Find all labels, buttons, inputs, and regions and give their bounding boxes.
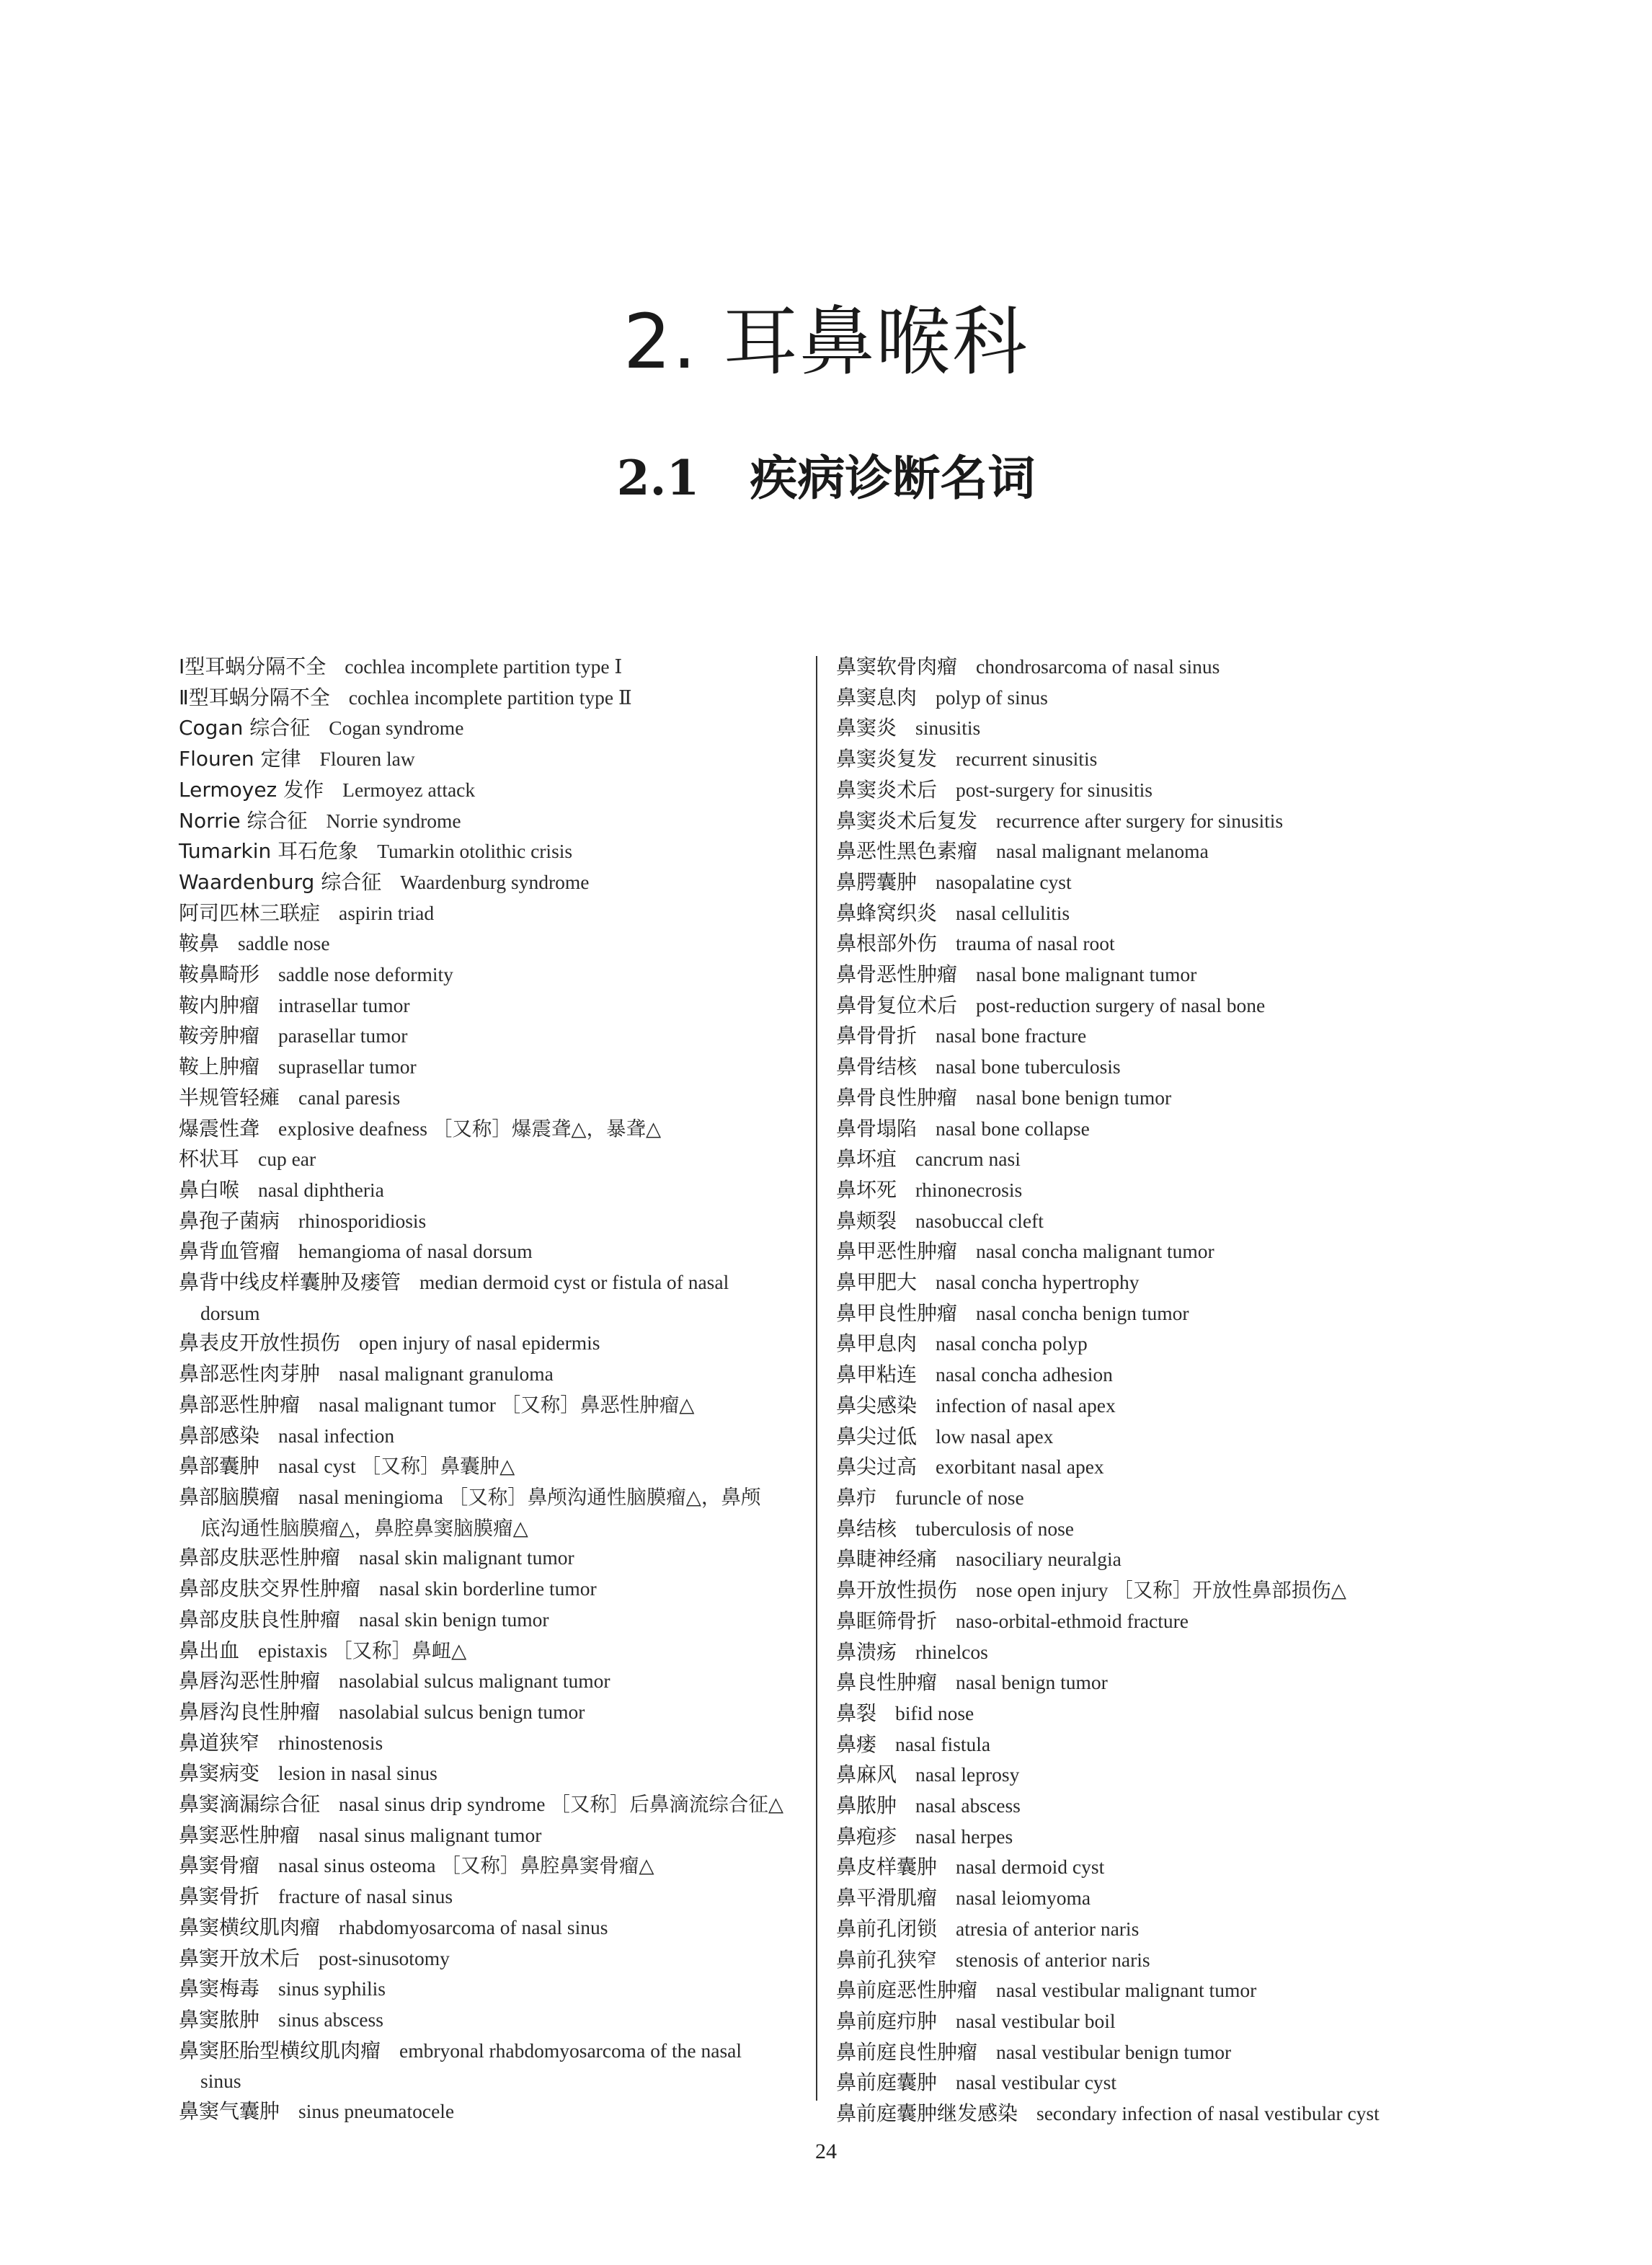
term-chinese: 鼻甲肥大 — [836, 1270, 918, 1295]
term-english: sinusitis — [915, 717, 981, 740]
term-chinese: 鼻窦病变 — [179, 1761, 260, 1786]
term-english: infection of nasal apex — [936, 1393, 1116, 1417]
term-chinese: 鼻部恶性肉芽肿 — [179, 1362, 321, 1386]
term-chinese: 鼻前庭囊肿 — [836, 2070, 938, 2095]
term-english: naso-orbital-ethmoid fracture — [956, 1609, 1189, 1632]
term-chinese: 鼻皮样囊肿 — [836, 1855, 938, 1879]
term-entry — [836, 928, 1463, 959]
term-english: sinus abscess — [278, 2008, 383, 2031]
term-entry — [179, 1175, 800, 1206]
term-chinese: 鼻前孔狭窄 — [836, 1947, 938, 1972]
term-chinese: 鼻窦骨瘤 — [179, 1853, 260, 1878]
term-chinese: 鼻尖过低 — [836, 1424, 918, 1448]
term-english: rhinosporidiosis — [298, 1209, 427, 1232]
term-entry — [179, 744, 800, 775]
term-english: post-sinusotomy — [319, 1946, 450, 1969]
term-chinese: 鼻良性肿瘤 — [836, 1670, 938, 1695]
term-chinese: 鼻窦胚胎型横纹肌肉瘤 — [179, 2038, 381, 2062]
term-english: nasal concha malignant tumor — [976, 1240, 1214, 1263]
term-entry — [836, 2006, 1463, 2037]
term-english: sinus pneumatocele — [298, 2100, 455, 2123]
term-chinese: Lermoyez 发作 — [179, 777, 324, 802]
term-chinese: 鼻唇沟恶性肿瘤 — [179, 1669, 321, 1693]
term-entry — [836, 1760, 1463, 1791]
term-entry — [836, 652, 1463, 683]
term-chinese: 鼻开放性损伤 — [836, 1578, 958, 1603]
term-entry — [179, 713, 800, 744]
term-entry — [179, 1144, 800, 1175]
term-entry — [836, 1637, 1463, 1668]
term-chinese: 鼻前庭良性肿瘤 — [836, 2039, 978, 2064]
term-english: polyp of sinus — [936, 686, 1048, 709]
term-entry — [179, 1943, 800, 1974]
term-chinese: 鼻恶性黑色素瘤 — [836, 839, 978, 864]
term-entry — [179, 1574, 800, 1605]
section-number: 2.1 — [616, 450, 700, 506]
term-english: intrasellar tumor — [278, 993, 410, 1016]
term-chinese: Tumarkin 耳石危象 — [179, 839, 359, 864]
term-chinese: 鼻窦炎 — [836, 716, 897, 740]
term-chinese: 鼻窦梅毒 — [179, 1977, 260, 2001]
term-entry — [179, 1236, 800, 1267]
term-english: nasociliary neuralgia — [956, 1548, 1122, 1571]
term-chinese: 鼻窦气囊肿 — [179, 2099, 280, 2124]
term-chinese: 鼻疱疹 — [836, 1824, 897, 1848]
term-entry — [836, 1791, 1463, 1822]
term-entry — [836, 744, 1463, 775]
term-chinese: 鼻窦脓肿 — [179, 2007, 260, 2031]
term-english: nasal malignant tumor ［又称］鼻恶性肿瘤△ — [319, 1393, 695, 1416]
term-entry — [836, 1021, 1463, 1052]
term-english: nasal fistula — [895, 1732, 991, 1755]
term-entry — [836, 2098, 1463, 2129]
term-english: nasal concha hypertrophy — [936, 1271, 1140, 1294]
term-chinese: 鼻窦恶性肿瘤 — [179, 1822, 301, 1847]
term-english: nasal vestibular malignant tumor — [996, 1979, 1257, 2002]
term-english: recurrent sinusitis — [956, 748, 1098, 771]
term-entry — [836, 1144, 1463, 1175]
term-english: nasal concha adhesion — [936, 1363, 1113, 1386]
term-english: post-reduction surgery of nasal bone — [976, 993, 1266, 1016]
term-english: furuncle of nose — [895, 1486, 1024, 1509]
term-chinese: 鼻骨恶性肿瘤 — [836, 962, 958, 987]
term-english: nasal dermoid cyst — [956, 1856, 1105, 1879]
term-chinese: 鼻窦炎术后复发 — [836, 808, 978, 833]
term-entry — [836, 1698, 1463, 1729]
term-english: nasal skin borderline tumor — [379, 1577, 597, 1600]
term-english: aspirin triad — [339, 901, 435, 924]
term-chinese: 鼻部皮肤恶性肿瘤 — [179, 1546, 341, 1570]
term-chinese: 鼻睫神经痛 — [836, 1547, 938, 1572]
term-entry — [179, 1974, 800, 2005]
term-chinese: 鼻道狭窄 — [179, 1730, 260, 1755]
term-english: sinus syphilis — [278, 1977, 386, 2000]
term-chinese: Cogan 综合征 — [179, 716, 311, 740]
term-english: Norrie syndrome — [326, 809, 461, 832]
term-entry — [836, 1575, 1463, 1606]
term-english: cochlea incomplete partition type Ⅰ — [345, 655, 623, 678]
term-english: nasal bone malignant tumor — [976, 963, 1197, 986]
term-entry — [179, 1114, 800, 1145]
term-chinese: 鞍旁肿瘤 — [179, 1024, 260, 1048]
term-english: canal paresis — [298, 1086, 401, 1109]
term-entry — [179, 775, 800, 806]
term-chinese: Ⅰ型耳蜗分隔不全 — [179, 655, 327, 678]
term-english: recurrence after surgery for sinusitis — [996, 809, 1284, 832]
term-english: cup ear — [258, 1148, 316, 1171]
term-chinese: 鼻部感染 — [179, 1423, 260, 1448]
term-english: nasal bone tuberculosis — [936, 1055, 1121, 1078]
term-entry — [179, 1021, 800, 1052]
term-entry — [179, 683, 800, 714]
term-entry — [836, 713, 1463, 744]
term-chinese: 鼻窦软骨肉瘤 — [836, 655, 958, 678]
term-entry — [836, 1544, 1463, 1575]
term-chinese: 鼻甲粘连 — [836, 1362, 918, 1387]
term-entry — [836, 1422, 1463, 1453]
term-chinese: Flouren 定律 — [179, 747, 301, 771]
term-entry — [836, 1298, 1463, 1329]
term-english: nasal sinus drip syndrome ［又称］后鼻滴流综合征△ — [339, 1793, 783, 1816]
term-entry — [179, 990, 800, 1021]
term-chinese: 鼻眶筛骨折 — [836, 1608, 938, 1633]
term-english: rhinelcos — [915, 1640, 988, 1663]
term-english: stenosis of anterior naris — [956, 1948, 1150, 1971]
term-english: nasal meningioma ［又称］鼻颅沟通性脑膜瘤△，鼻颅 — [298, 1485, 761, 1508]
term-english: nasal herpes — [915, 1825, 1013, 1848]
term-entry — [179, 1728, 800, 1759]
term-entry — [179, 1543, 800, 1574]
term-chinese: 鼻腭囊肿 — [836, 869, 918, 894]
term-english: nasobuccal cleft — [915, 1209, 1044, 1232]
term-chinese: 鼻骨复位术后 — [836, 993, 958, 1017]
term-english: nasal diphtheria — [258, 1178, 384, 1201]
term-entry — [179, 1850, 800, 1881]
term-english: nose open injury ［又称］开放性鼻部损伤△ — [976, 1579, 1346, 1602]
term-entry — [836, 1945, 1463, 1976]
term-entry — [179, 1328, 800, 1359]
term-english: Flouren law — [319, 748, 415, 771]
term-english: rhinostenosis — [278, 1731, 383, 1754]
term-entry — [179, 1636, 800, 1667]
term-chinese: 鼻窦开放术后 — [179, 1946, 301, 1970]
term-chinese: Norrie 综合征 — [179, 808, 308, 833]
term-entry — [179, 2036, 800, 2096]
term-chinese: 鼻出血 — [179, 1638, 240, 1662]
term-entry — [179, 959, 800, 990]
term-chinese: 鼻背中线皮样囊肿及瘘管 — [179, 1270, 401, 1295]
term-entry — [179, 1267, 800, 1328]
term-entry — [836, 1514, 1463, 1545]
term-entry — [179, 1881, 800, 1912]
term-chinese: 鼻部囊肿 — [179, 1454, 260, 1479]
term-english: nasal vestibular cyst — [956, 2071, 1117, 2094]
term-english: secondary infection of nasal vestibular cyst — [1036, 2102, 1380, 2125]
term-entry — [836, 1391, 1463, 1422]
term-entry — [836, 1822, 1463, 1853]
term-chinese: 鼻唇沟良性肿瘤 — [179, 1699, 321, 1724]
term-chinese: 鼻部皮肤良性肿瘤 — [179, 1607, 341, 1631]
term-continuation: 底沟通性脑膜瘤△，鼻腔鼻窦脑膜瘤△ — [200, 1516, 528, 1539]
chapter-title: 2. 耳鼻喉科 — [623, 298, 1029, 386]
term-english: chondrosarcoma of nasal sinus — [976, 655, 1220, 678]
term-english: nasal malignant granuloma — [339, 1362, 554, 1386]
term-english: post-surgery for sinusitis — [956, 778, 1153, 801]
term-entry — [836, 1483, 1463, 1514]
term-chinese: 鼻前庭恶性肿瘤 — [836, 1978, 978, 2003]
term-entry — [836, 1914, 1463, 1945]
term-english: nasolabial sulcus benign tumor — [339, 1700, 585, 1723]
term-chinese: 鼻骨良性肿瘤 — [836, 1085, 958, 1109]
term-english: Lermoyez attack — [342, 778, 476, 801]
term-english: nasal bone fracture — [936, 1024, 1087, 1047]
term-english: bifid nose — [895, 1701, 974, 1724]
term-entry — [836, 1052, 1463, 1083]
term-entry — [836, 2037, 1463, 2068]
term-chinese: 爆震性聋 — [179, 1116, 260, 1140]
term-chinese: 鞍鼻畸形 — [179, 962, 260, 987]
term-chinese: 鼻窦炎复发 — [836, 747, 938, 771]
term-entry — [179, 1912, 800, 1943]
term-english: Cogan syndrome — [329, 717, 464, 740]
term-entry — [836, 2067, 1463, 2098]
term-entry — [836, 1329, 1463, 1360]
term-chinese: 阿司匹林三联症 — [179, 900, 321, 925]
term-chinese: 鼻尖过高 — [836, 1455, 918, 1479]
term-english: nasal vestibular boil — [956, 2009, 1116, 2032]
left-column — [179, 652, 800, 2127]
term-english: embryonal rhabdomyosarcoma of the nasal — [399, 2039, 742, 2062]
term-entry — [836, 836, 1463, 867]
term-entry — [179, 836, 800, 867]
term-entry — [179, 2096, 800, 2127]
term-english: suprasellar tumor — [278, 1055, 417, 1078]
term-english: explosive deafness ［又称］爆震聋△，暴聋△ — [278, 1117, 662, 1140]
term-chinese: 鼻疖 — [836, 1485, 877, 1510]
term-entry — [836, 1729, 1463, 1760]
term-english: nasolabial sulcus malignant tumor — [339, 1670, 610, 1693]
column-divider — [816, 656, 817, 2101]
term-english: atresia of anterior naris — [956, 1917, 1140, 1940]
term-chinese: 鼻脓肿 — [836, 1794, 897, 1818]
term-english: nasal abscess — [915, 1794, 1021, 1817]
term-chinese: 鼻坏死 — [836, 1177, 897, 1202]
term-entry — [179, 1482, 800, 1543]
term-chinese: 鼻坏疽 — [836, 1147, 897, 1171]
term-english: nasal benign tumor — [956, 1671, 1108, 1694]
term-entry — [836, 1236, 1463, 1267]
term-chinese: 鼻前孔闭锁 — [836, 1916, 938, 1941]
term-chinese: 鼻窦息肉 — [836, 685, 918, 709]
term-continuation: sinus — [200, 2070, 241, 2093]
term-entry — [836, 1883, 1463, 1914]
term-english: nasal infection — [278, 1424, 395, 1447]
term-chinese: 鼻骨结核 — [836, 1055, 918, 1079]
term-english: trauma of nasal root — [956, 932, 1115, 955]
term-entry — [836, 1975, 1463, 2006]
term-chinese: 鼻前庭囊肿继发感染 — [836, 2101, 1018, 2126]
term-chinese: 鼻甲恶性肿瘤 — [836, 1239, 958, 1264]
term-entry — [179, 1083, 800, 1114]
term-english: nasal skin benign tumor — [359, 1608, 549, 1631]
section-title: 疾病诊断名词 — [750, 450, 1036, 506]
term-english: median dermoid cyst or fistula of nasal — [419, 1271, 729, 1294]
term-entry — [179, 806, 800, 837]
term-english: Tumarkin otolithic crisis — [377, 840, 573, 863]
term-chinese: 鼻窦横纹肌肉瘤 — [179, 1915, 321, 1939]
term-entry — [836, 1360, 1463, 1391]
term-english: rhabdomyosarcoma of nasal sinus — [339, 1915, 608, 1938]
term-english: exorbitant nasal apex — [936, 1455, 1104, 1479]
term-english: epistaxis ［又称］鼻衄△ — [258, 1639, 467, 1662]
term-chinese: 鼻结核 — [836, 1516, 897, 1541]
term-entry — [836, 959, 1463, 990]
term-english: cochlea incomplete partition type Ⅱ — [348, 686, 632, 709]
term-chinese: 鼻窦滴漏综合征 — [179, 1792, 321, 1817]
term-chinese: 鞍上肿瘤 — [179, 1055, 260, 1079]
term-entry — [836, 683, 1463, 714]
term-english: rhinonecrosis — [915, 1178, 1023, 1201]
term-chinese: 鞍鼻 — [179, 931, 220, 956]
term-chinese: 鼻表皮开放性损伤 — [179, 1331, 341, 1355]
term-chinese: 鼻尖感染 — [836, 1393, 918, 1417]
term-chinese: 半规管轻瘫 — [179, 1085, 280, 1109]
term-chinese: 鼻骨塌陷 — [836, 1116, 918, 1140]
term-english: cancrum nasi — [915, 1148, 1021, 1171]
term-english: nasal skin malignant tumor — [359, 1546, 574, 1569]
term-entry — [836, 1206, 1463, 1237]
term-entry — [179, 1451, 800, 1482]
term-entry — [836, 1852, 1463, 1883]
term-english: nasal concha polyp — [936, 1332, 1088, 1355]
term-chinese: 鼻瘘 — [836, 1732, 877, 1756]
term-chinese: Ⅱ型耳蜗分隔不全 — [179, 685, 330, 709]
term-english: open injury of nasal epidermis — [359, 1331, 600, 1355]
term-english: nasal leprosy — [915, 1763, 1020, 1786]
term-entry — [836, 775, 1463, 806]
term-entry — [179, 1789, 800, 1820]
term-entry — [836, 990, 1463, 1021]
term-chinese: 鼻部脑膜瘤 — [179, 1484, 280, 1509]
page-number: 24 — [815, 2140, 837, 2163]
term-entry — [836, 867, 1463, 898]
term-entry — [179, 1359, 800, 1390]
term-entry — [179, 1605, 800, 1636]
term-english: nasopalatine cyst — [936, 870, 1072, 893]
term-english: nasal concha benign tumor — [976, 1301, 1189, 1324]
term-chinese: 鼻甲息肉 — [836, 1331, 918, 1356]
term-english: nasal bone collapse — [936, 1117, 1090, 1140]
term-english: nasal sinus malignant tumor — [319, 1823, 542, 1846]
term-entry — [179, 1758, 800, 1789]
term-chinese: 鼻平滑肌瘤 — [836, 1886, 938, 1910]
term-english: tuberculosis of nose — [915, 1517, 1074, 1540]
term-entry — [179, 1697, 800, 1728]
term-entry — [836, 1175, 1463, 1206]
term-english: hemangioma of nasal dorsum — [298, 1240, 533, 1263]
term-entry — [836, 1083, 1463, 1114]
term-chinese: 鼻背血管瘤 — [179, 1239, 280, 1264]
term-english: nasal cyst ［又称］鼻囊肿△ — [278, 1455, 515, 1478]
term-chinese: 鼻根部外伤 — [836, 931, 938, 956]
term-chinese: 鼻蜂窝织炎 — [836, 900, 938, 925]
term-chinese: 鼻骨骨折 — [836, 1024, 918, 1048]
term-chinese: 鼻前庭疖肿 — [836, 2008, 938, 2033]
term-entry — [179, 1206, 800, 1237]
term-english: fracture of nasal sinus — [278, 1885, 453, 1908]
term-english: nasal cellulitis — [956, 901, 1070, 924]
term-chinese: Waardenburg 综合征 — [179, 869, 382, 894]
term-entry — [836, 1606, 1463, 1637]
term-english: parasellar tumor — [278, 1024, 408, 1047]
term-chinese: 鼻裂 — [836, 1701, 877, 1725]
term-entry — [179, 1390, 800, 1421]
term-chinese: 鼻白喉 — [179, 1177, 240, 1202]
term-english: nasal sinus osteoma ［又称］鼻腔鼻窦骨瘤△ — [278, 1854, 654, 1877]
term-chinese: 鼻甲良性肿瘤 — [836, 1300, 958, 1325]
term-entry — [179, 1052, 800, 1083]
term-english: Waardenburg syndrome — [400, 870, 590, 893]
term-english: low nasal apex — [936, 1424, 1054, 1448]
term-chinese: 鼻孢子菌病 — [179, 1208, 280, 1233]
term-english: nasal leiomyoma — [956, 1887, 1091, 1910]
term-entry — [179, 1421, 800, 1452]
term-entry — [179, 1820, 800, 1851]
term-chinese: 鞍内肿瘤 — [179, 993, 260, 1017]
term-english: lesion in nasal sinus — [278, 1762, 438, 1785]
term-entry — [179, 867, 800, 898]
term-continuation: dorsum — [200, 1301, 260, 1324]
term-entry — [179, 928, 800, 959]
term-english: nasal vestibular benign tumor — [996, 2040, 1232, 2063]
term-entry — [836, 1667, 1463, 1698]
term-english: saddle nose deformity — [278, 963, 453, 986]
term-entry — [836, 1452, 1463, 1483]
section-heading — [0, 440, 1652, 508]
term-chinese: 鼻麻风 — [836, 1763, 897, 1787]
term-entry — [836, 806, 1463, 837]
term-english: nasal bone benign tumor — [976, 1086, 1172, 1109]
term-entry — [179, 652, 800, 683]
term-chinese: 鼻颊裂 — [836, 1208, 897, 1233]
term-chinese: 鼻窦炎术后 — [836, 777, 938, 802]
term-entry — [179, 1666, 800, 1697]
right-column — [836, 652, 1463, 2129]
term-english: saddle nose — [238, 932, 330, 955]
term-entry — [836, 1267, 1463, 1298]
term-entry — [179, 898, 800, 929]
term-chinese: 鼻溃疡 — [836, 1639, 897, 1664]
term-entry — [836, 898, 1463, 929]
term-english: nasal malignant melanoma — [996, 840, 1209, 863]
term-chinese: 鼻部恶性肿瘤 — [179, 1392, 301, 1417]
term-entry — [836, 1114, 1463, 1145]
term-entry — [179, 2005, 800, 2036]
term-chinese: 鼻窦骨折 — [179, 1884, 260, 1909]
term-chinese: 杯状耳 — [179, 1147, 240, 1171]
term-chinese: 鼻部皮肤交界性肿瘤 — [179, 1577, 361, 1601]
